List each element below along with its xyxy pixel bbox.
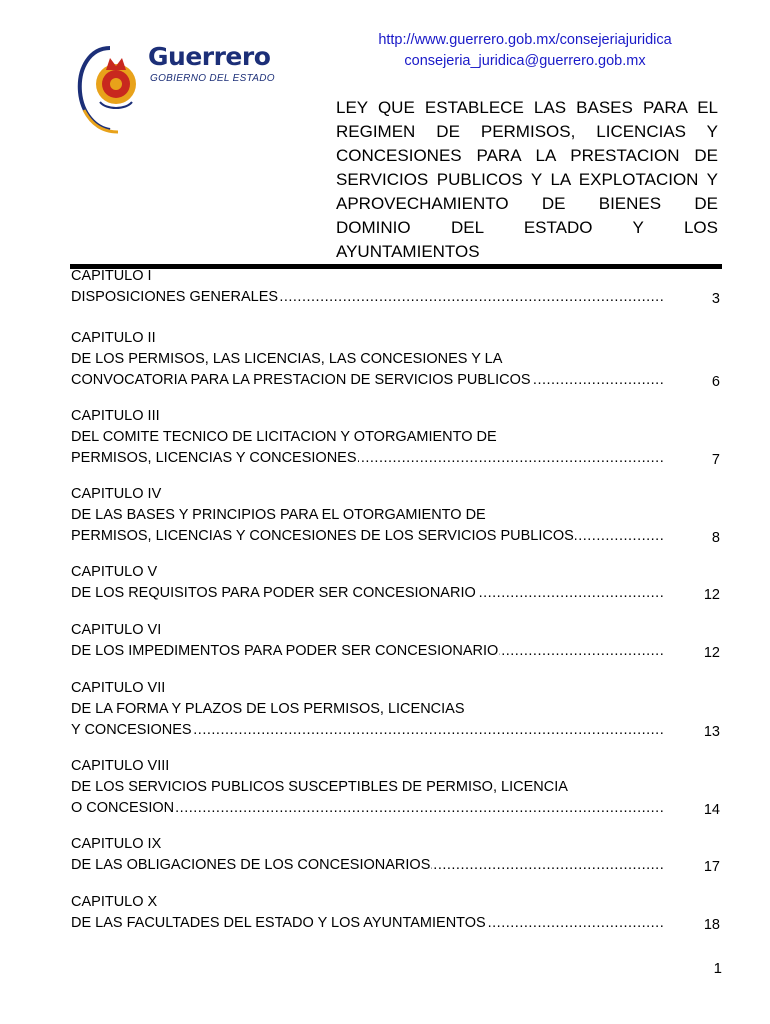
toc-chapter-label: CAPITULO IX bbox=[71, 836, 162, 852]
toc-title-line: DE LAS BASES Y PRINCIPIOS PARA EL OTORGAMIENTO DE bbox=[71, 507, 486, 523]
title-line: DOMINIO DEL ESTADO Y LOS bbox=[336, 218, 718, 237]
toc-title-with-leader bbox=[71, 526, 663, 547]
toc-page-number: 12 bbox=[703, 587, 720, 603]
toc-chapter-label: CAPITULO VI bbox=[71, 622, 162, 638]
toc-title-line: Y CONCESIONES bbox=[71, 722, 192, 738]
toc-title-with-leader bbox=[71, 798, 663, 819]
toc-title-line: DE LAS FACULTADES DEL ESTADO Y LOS AYUNTAMIENTOS bbox=[71, 915, 486, 931]
toc-entry[interactable] bbox=[71, 892, 721, 934]
logo-wordmark: Guerrero bbox=[148, 42, 271, 71]
toc-chapter-label: CAPITULO V bbox=[71, 564, 158, 580]
toc-title-line: CONVOCATORIA PARA LA PRESTACION DE SERVICIOS PUBLICOS bbox=[71, 372, 531, 388]
toc-title-with-leader bbox=[71, 855, 663, 876]
toc-chapter-label: CAPITULO III bbox=[71, 408, 160, 424]
logo-tagline: GOBIERNO DEL ESTADO bbox=[150, 73, 275, 84]
toc-title-line: DISPOSICIONES GENERALES bbox=[71, 289, 279, 305]
toc-chapter-label: CAPITULO VII bbox=[71, 680, 166, 696]
toc-title-line: DE LA FORMA Y PLAZOS DE LOS PERMISOS, LICENCIAS bbox=[71, 701, 465, 717]
toc-entry[interactable] bbox=[71, 328, 721, 391]
website-link[interactable]: http://www.guerrero.gob.mx/consejeriajuridica bbox=[378, 32, 672, 48]
toc-title-line: DE LOS SERVICIOS PUBLICOS SUSCEPTIBLES DE PERMISO, LICENCIA bbox=[71, 779, 568, 795]
toc-entry[interactable] bbox=[71, 406, 721, 469]
toc-entry[interactable] bbox=[71, 756, 721, 819]
toc-page-number: 8 bbox=[711, 530, 720, 546]
toc-title-line: DE LOS PERMISOS, LAS LICENCIAS, LAS CONCESIONES Y LA bbox=[71, 351, 503, 367]
toc-page-number: 13 bbox=[703, 724, 720, 740]
title-line: APROVECHAMIENTO DE BIENES DE bbox=[336, 194, 718, 213]
toc-entry[interactable] bbox=[71, 834, 721, 876]
title-line: AYUNTAMIENTOS bbox=[336, 242, 480, 261]
toc-entry[interactable] bbox=[71, 266, 721, 308]
toc-title-with-leader bbox=[71, 641, 663, 662]
toc-chapter-label: CAPITULO X bbox=[71, 894, 158, 910]
toc-title-with-leader bbox=[71, 370, 663, 391]
coat-of-arms-icon bbox=[70, 40, 150, 135]
toc-title-with-leader bbox=[71, 720, 663, 741]
header-links bbox=[330, 30, 720, 72]
guerrero-logo bbox=[70, 40, 290, 135]
toc-chapter-label: CAPITULO IV bbox=[71, 486, 162, 502]
toc-page-number: 7 bbox=[711, 452, 720, 468]
toc-title-with-leader bbox=[71, 913, 663, 934]
toc-title-line: PERMISOS, LICENCIAS Y CONCESIONES DE LOS SERVICIOS PUBLICOS bbox=[71, 528, 574, 544]
toc-page-number: 18 bbox=[703, 917, 720, 933]
toc-title-line: PERMISOS, LICENCIAS Y CONCESIONES bbox=[71, 450, 357, 466]
title-line: LEY QUE ESTABLECE LAS BASES PARA EL bbox=[336, 98, 718, 117]
title-line: CONCESIONES PARA LA PRESTACION DE bbox=[336, 146, 718, 165]
page-number: 1 bbox=[713, 960, 722, 977]
toc-chapter-label: CAPITULO I bbox=[71, 268, 152, 284]
toc-title-line: O CONCESION bbox=[71, 800, 175, 816]
toc-entry[interactable] bbox=[71, 678, 721, 741]
toc-title-line: DE LOS IMPEDIMENTOS PARA PODER SER CONCESIONARIO bbox=[71, 643, 499, 659]
toc-title-line: DE LOS REQUISITOS PARA PODER SER CONCESIONARIO bbox=[71, 585, 476, 601]
toc-entry[interactable] bbox=[71, 620, 721, 662]
toc-entry[interactable] bbox=[71, 562, 721, 604]
toc-title-with-leader bbox=[71, 287, 663, 308]
toc-page-number: 6 bbox=[711, 374, 720, 390]
email-link[interactable]: consejeria_juridica@guerrero.gob.mx bbox=[404, 53, 646, 69]
toc-page-number: 17 bbox=[703, 859, 720, 875]
toc-entry[interactable] bbox=[71, 484, 721, 547]
toc-page-number: 3 bbox=[711, 291, 720, 307]
title-line: REGIMEN DE PERMISOS, LICENCIAS Y bbox=[336, 122, 718, 141]
toc-title-with-leader bbox=[71, 448, 663, 469]
toc-page-number: 14 bbox=[703, 802, 720, 818]
toc-chapter-label: CAPITULO II bbox=[71, 330, 156, 346]
toc-title-line: DE LAS OBLIGACIONES DE LOS CONCESIONARIOS bbox=[71, 857, 431, 873]
toc-chapter-label: CAPITULO VIII bbox=[71, 758, 170, 774]
title-line: SERVICIOS PUBLICOS Y LA EXPLOTACION Y bbox=[336, 170, 718, 189]
toc-page-number: 12 bbox=[703, 645, 720, 661]
toc-title-line: DEL COMITE TECNICO DE LICITACION Y OTORGAMIENTO DE bbox=[71, 429, 497, 445]
document-title bbox=[336, 96, 718, 264]
toc-title-with-leader bbox=[71, 583, 663, 604]
